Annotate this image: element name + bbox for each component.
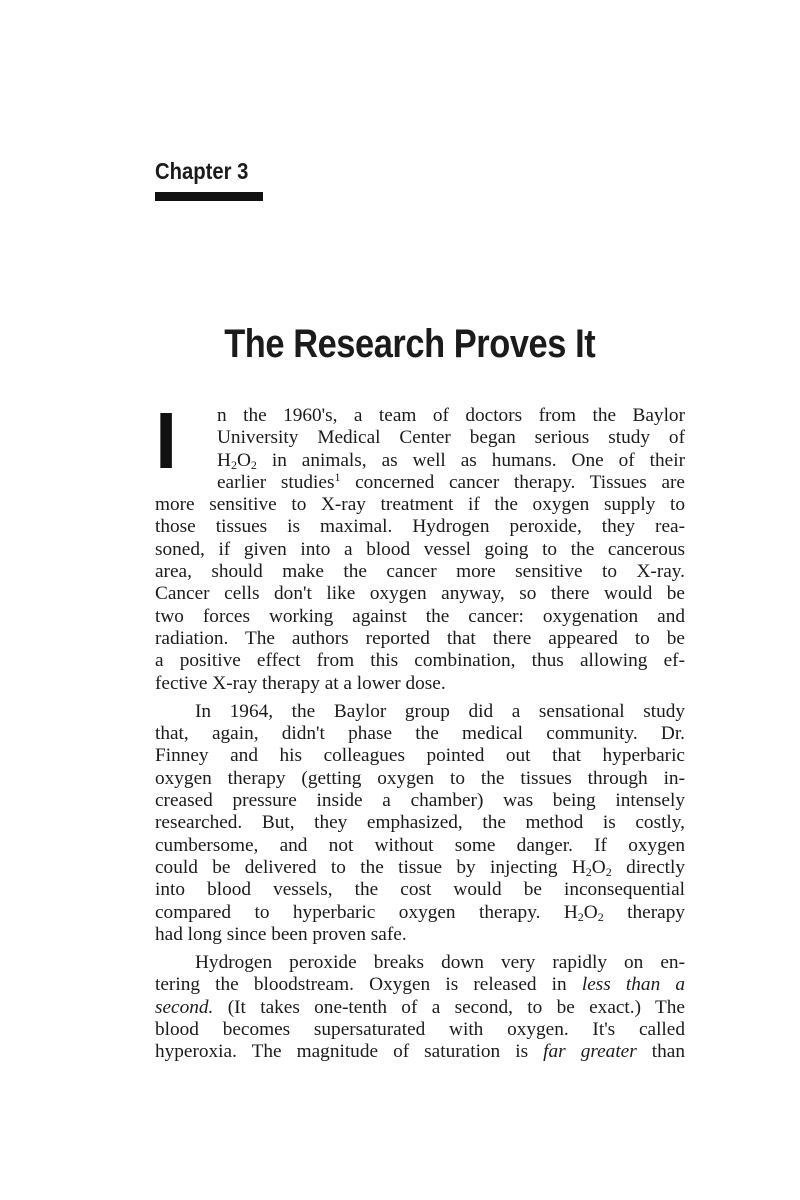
text-line: a positive effect from this combination, thus allowing ef-: [155, 650, 685, 672]
text-line: cumbersome, and not without some danger. If oxygen: [155, 834, 685, 856]
text-line: researched. But, they emphasized, the method is costly,: [155, 812, 685, 834]
text-line: two forces working against the cancer: oxygenation and: [155, 605, 685, 627]
text-line: n the 1960's, a team of doctors from the Baylor: [217, 405, 685, 426]
text-line: fective X-ray therapy at a lower dose.: [155, 672, 446, 694]
paragraph-2: [155, 701, 685, 946]
text-line: second. (It takes one-tenth of a second, to be exact.) The: [155, 996, 685, 1018]
text-line: those tissues is maximal. Hydrogen peroxide, they rea-: [155, 516, 685, 538]
text-line: compared to hyperbaric oxygen therapy. $H_2O_2$ therapy: [155, 901, 685, 924]
text-line: Cancer cells don't like oxygen anyway, so there would be: [155, 583, 685, 605]
text-line: had long since been proven safe.: [155, 923, 407, 945]
drop-cap: I: [155, 396, 178, 485]
paragraph-1: [155, 396, 685, 695]
body-text: [155, 396, 686, 1070]
chapter-label: Chapter 3: [155, 158, 249, 184]
text-line: oxygen therapy (getting oxygen to the tissues through in-: [155, 767, 685, 789]
text-line: into blood vessels, the cost would be inconsequential: [155, 879, 685, 901]
text-line: earlier studies$^1$ concerned cancer therapy. Tissues are: [217, 469, 685, 493]
text-line: In 1964, the Baylor group did a sensational study: [195, 700, 685, 722]
text-line: area, should make the cancer more sensitive to X-ray.: [155, 561, 685, 583]
chapter-rule: [155, 192, 263, 201]
chapter-title: [0, 322, 800, 367]
chapter-title-text: The Research Proves It: [224, 322, 596, 366]
text-line: tering the bloodstream. Oxygen is released in less than a: [155, 974, 686, 996]
footnote-marker: 1: [334, 469, 341, 484]
text-line: that, again, didn't phase the medical community. Dr.: [155, 723, 685, 745]
text-line: could be delivered to the tissue by injecting $H_2O_2$ directly: [155, 856, 685, 879]
text-line: more sensitive to X-ray treatment if the oxygen supply to: [155, 494, 685, 516]
text-line: creased pressure inside a chamber) was being intensely: [155, 790, 685, 812]
paragraph-3: [155, 952, 685, 1063]
text-line: soned, if given into a blood vessel going to the cancerous: [155, 538, 685, 560]
text-line: hyperoxia. The magnitude of saturation is far greater than: [155, 1041, 685, 1063]
text-line: Finney and his colleagues pointed out that hyperbaric: [155, 745, 685, 767]
text-line: Hydrogen peroxide breaks down very rapidly on en-: [195, 952, 685, 974]
text-line: blood becomes supersaturated with oxygen. It's called: [155, 1019, 685, 1041]
text-line: radiation. The authors reported that there appeared to be: [155, 627, 685, 649]
text-line: $H_2O_2$ in animals, as well as humans. One of their: [217, 449, 685, 472]
text-line: University Medical Center began serious study of: [217, 427, 685, 449]
